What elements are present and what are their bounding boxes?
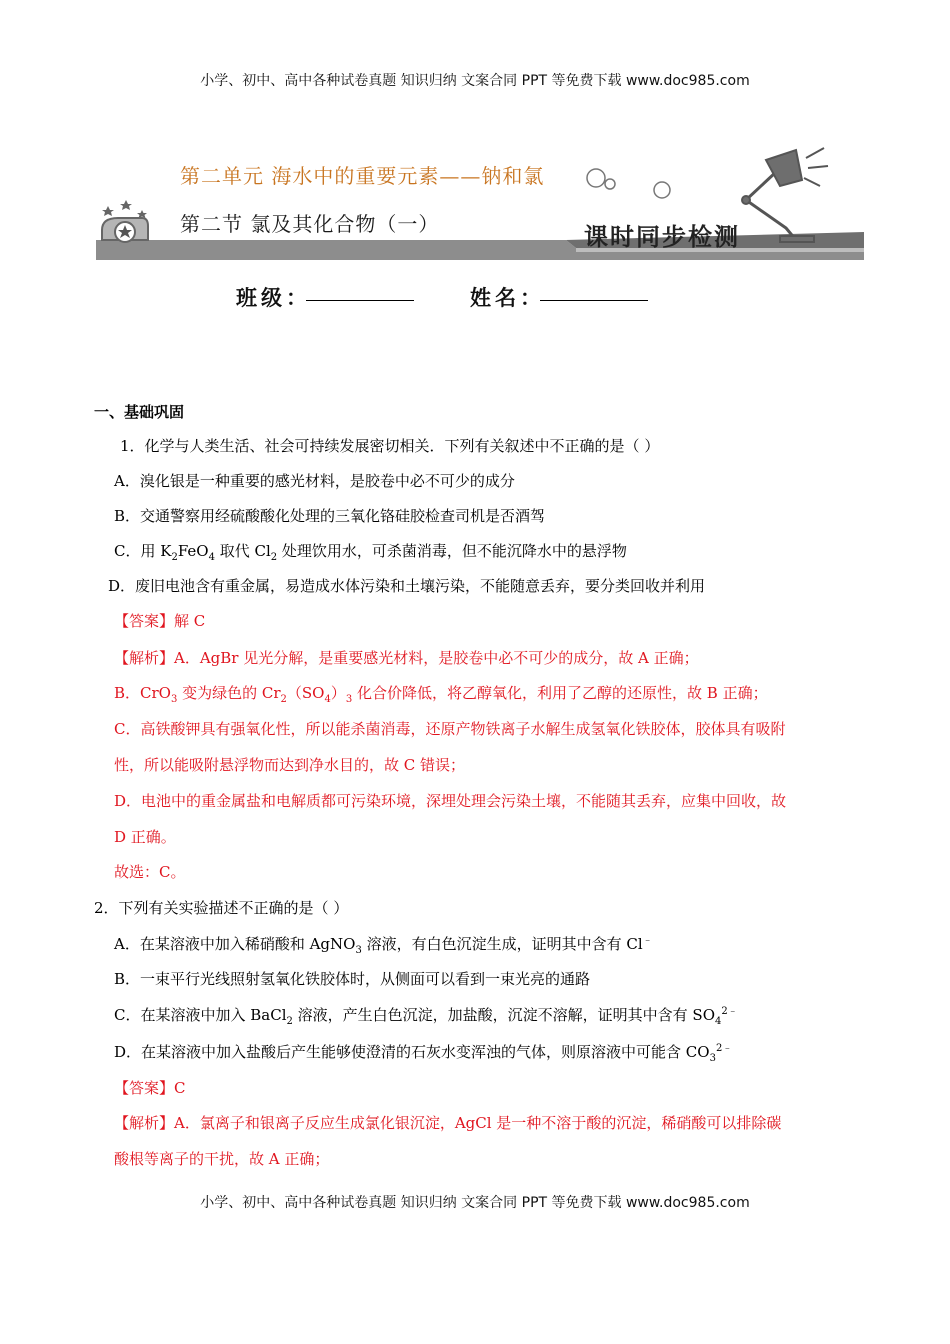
q1-option-a: A．溴化银是一种重要的感光材料，是胶卷中必不可少的成分 — [114, 472, 515, 490]
page-header: 小学、初中、高中各种试卷真题 知识归纳 文案合同 PPT 等免费下载 www.doc985.com — [200, 73, 750, 89]
star-logo-icon — [102, 200, 148, 242]
name-field[interactable] — [540, 300, 648, 301]
q1-explanation-b: B．CrO$_3$ 变为绿色的 $Cr_2(SO_4)_3$ 化合价降低，将乙醇氧化，利用了乙醇的还原性，故 B 正确； — [114, 684, 768, 705]
lamp-icon — [742, 148, 828, 242]
q1-explanation-c2: 性，所以能吸附悬浮物而达到净水目的，故 C 错误； — [114, 756, 466, 774]
unit-title: 第二单元 海水中的重要元素——钠和氯 — [180, 164, 545, 188]
q1-explanation-a: 【解析】A．AgBr 见光分解，是重要感光材料，是胶卷中必不可少的成分，故 A 正确； — [114, 649, 699, 667]
q1-explanation-d1: D．电池中的重金属盐和电解质都可污染环境，深埋处理会污染土壤，不能随其丢弃，应集中回收，故 — [114, 792, 787, 810]
q1-option-d: D．废旧电池含有重金属，易造成水体污染和土壤污染，不能随意丢弃，要分类回收并利用 — [108, 577, 706, 595]
section-heading: 一、基础巩固 — [94, 403, 185, 421]
name-label: 姓名： — [470, 285, 545, 310]
class-field[interactable] — [306, 300, 414, 301]
q1-stem: 1．化学与人类生活、社会可持续发展密切相关．下列有关叙述中不正确的是（ ） — [120, 437, 660, 455]
title-banner — [96, 140, 864, 265]
q2-option-c: C．在某溶液中加入 BaCl$_2$ 溶液，产生白色沉淀，加盐酸，沉淀不溶解，证明其中含有 $SO_4^{2﹣}$ — [114, 1006, 738, 1027]
q2-explanation-a1: 【解析】A．氯离子和银离子反应生成氯化银沉淀，AgCl 是一种不溶于酸的沉淀，稀硝酸可以排除碳 — [114, 1114, 782, 1132]
class-label: 班级： — [236, 285, 311, 310]
q1-option-c: C．用 $K_2FeO_4$ 取代 $Cl_2$ 处理饮用水，可杀菌消毒，但不能沉降水中的悬浮物 — [114, 542, 627, 563]
banner-tag: 课时同步检测 — [584, 222, 740, 251]
q1-answer: 【答案】解 C — [114, 612, 206, 630]
section-title: 第二节 氯及其化合物（一） — [180, 212, 440, 236]
q2-option-a: A．在某溶液中加入稀硝酸和 AgNO$_3$ 溶液，有白色沉淀生成，证明其中含有 Cl﹣ — [114, 935, 653, 956]
q1-option-b: B．交通警察用经硫酸酸化处理的三氧化铬硅胶检查司机是否酒驾 — [114, 507, 546, 525]
q1-explanation-d2: D 正确。 — [114, 828, 176, 846]
bubbles-icon — [587, 169, 670, 198]
q2-explanation-a2: 酸根等离子的干扰，故 A 正确； — [114, 1150, 330, 1168]
q2-option-b: B．一束平行光线照射氢氧化铁胶体时，从侧面可以看到一束光亮的通路 — [114, 970, 591, 988]
q2-option-d: D．在某溶液中加入盐酸后产生能够使澄清的石灰水变浑浊的气体，则原溶液中可能含 $CO_3^{2﹣}$ — [114, 1043, 733, 1064]
q2-stem: 2．下列有关实验描述不正确的是（ ） — [94, 899, 349, 917]
q1-conclusion: 故选：C。 — [114, 863, 186, 881]
q2-answer: 【答案】C — [114, 1079, 186, 1097]
q1-explanation-c1: C．高铁酸钾具有强氧化性，所以能杀菌消毒，还原产物铁离子水解生成氢氧化铁胶体，胶体具有吸附 — [114, 720, 786, 738]
page-footer: 小学、初中、高中各种试卷真题 知识归纳 文案合同 PPT 等免费下载 www.doc985.com — [200, 1195, 750, 1211]
